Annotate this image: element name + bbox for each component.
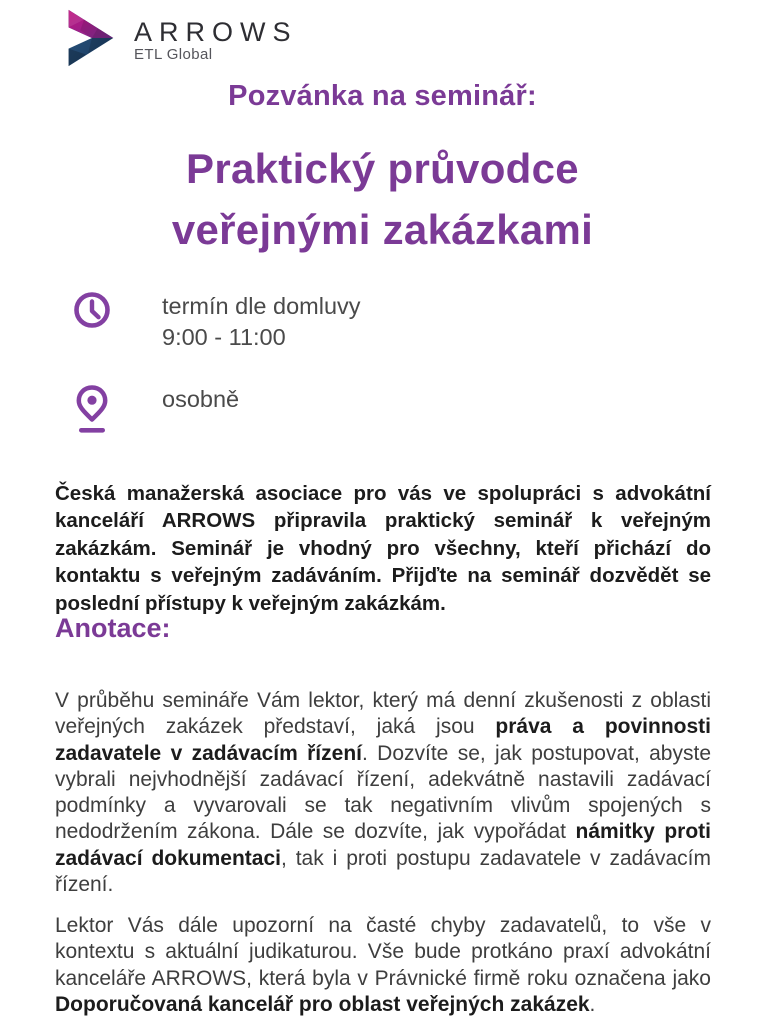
page-title xyxy=(12,138,753,260)
anotace-paragraph-2: Lektor Vás dále upozorní na časté chyby zadavatelů, to vše v kontextu s aktuální judikaturou. Vše bude protkáno praxí advokátní kanceláře ARROWS, která byla v Právnické firmě roku označena jako Doporučovaná kancelář pro oblast veřejných zakázek. xyxy=(55,914,711,1016)
schedule-text xyxy=(162,290,361,353)
schedule-line1: termín dle domluvy xyxy=(162,293,361,319)
clock-icon xyxy=(72,290,112,330)
location-label: osobně xyxy=(162,386,240,412)
schedule-row xyxy=(72,290,632,353)
logo-tagline: ETL Global xyxy=(134,46,213,63)
logo-brand: ARROWS xyxy=(134,17,298,47)
logo xyxy=(55,5,298,71)
intro-paragraph: Česká manažerská asociace pro vás ve spolupráci s advokátní kanceláří ARROWS připravila praktický seminář k veřejným zakázkám. Seminář je vhodný pro všechny, kteří přichází do kontaktu s veřejným zadáváním. Přijďte na seminář dozvědět se poslední přístupy k veřejným zakázkám. xyxy=(55,481,711,615)
schedule-line2: 9:00 - 11:00 xyxy=(162,324,286,350)
location-pin-icon xyxy=(72,383,112,435)
event-details xyxy=(72,290,632,435)
arrows-logo-icon xyxy=(55,5,121,71)
page-title-line2: veřejnými zakázkami xyxy=(171,206,594,253)
anotace-paragraph-1: V průběhu semináře Vám lektor, který má denní zkušenosti z oblasti veřejných zakázek představí, jaká jsou práva a povinnosti zadavatele v zadávacím řízení. Dozvíte se, jak postupovat, abyste vybrali nejvhodnější zadávací řízení, adekvátně nastavili zadávací podmínky a vyvarovali se tak negativním vlivům spojených s nedodržením zákona. Dále se dozvíte, jak vypořádat námitky proti zadávací dokumentaci, tak i proti postupu zadavatele v zadávacím řízení. xyxy=(55,689,712,897)
location-text xyxy=(162,383,239,415)
page-title-line1: Praktický průvodce xyxy=(186,145,579,192)
location-row xyxy=(72,383,632,435)
logo-text xyxy=(134,12,298,64)
invite-kicker: Pozvánka na seminář: xyxy=(228,80,537,112)
anotace-heading: Anotace: xyxy=(55,613,171,643)
